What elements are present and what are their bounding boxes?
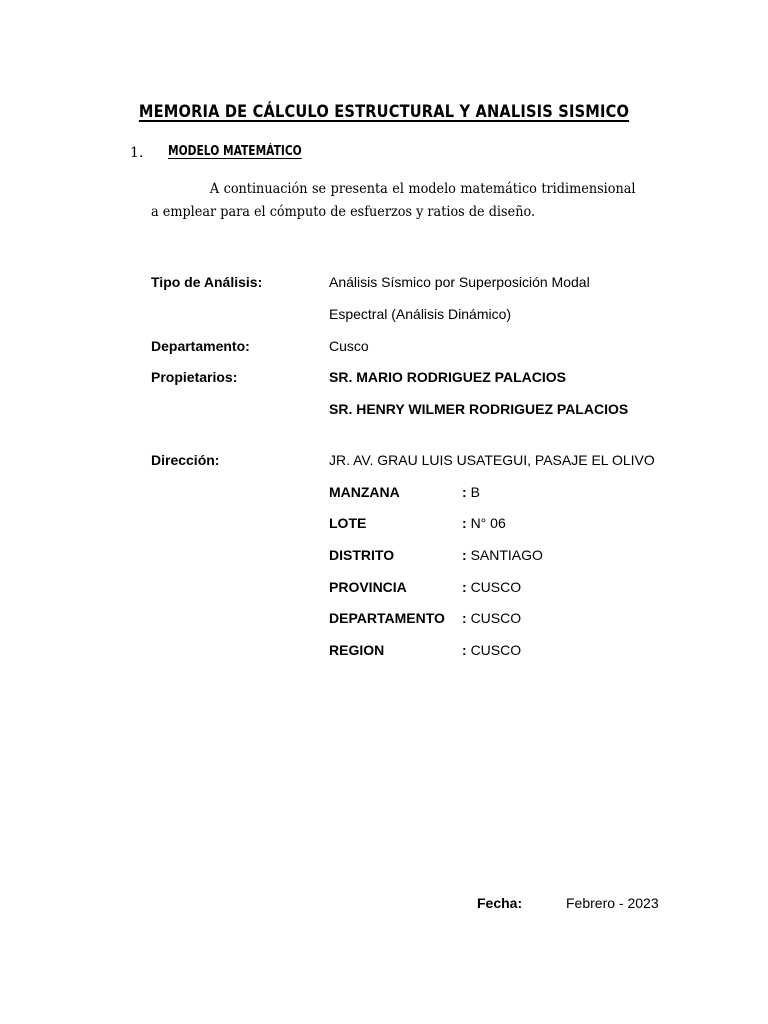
tipo-analisis-value-line2: Espectral (Análisis Dinámico) bbox=[329, 306, 512, 322]
lote-label: LOTE bbox=[329, 515, 367, 531]
section-number: 1. bbox=[130, 145, 144, 161]
document-title: MEMORIA DE CÁLCULO ESTRUCTURAL Y ANALISIS SISMICO bbox=[138, 102, 630, 122]
tipo-analisis-value-line1: Análisis Sísmico por Superposición Modal bbox=[329, 274, 590, 290]
departamento-label: Departamento: bbox=[151, 338, 250, 354]
manzana-label: MANZANA bbox=[329, 484, 400, 500]
lote-value: : N° 06 bbox=[462, 515, 506, 531]
fecha-value: Febrero - 2023 bbox=[566, 895, 659, 911]
departamento-detail-value: : CUSCO bbox=[462, 610, 522, 626]
provincia-value: : CUSCO bbox=[462, 579, 522, 595]
propietarios-label: Propietarios: bbox=[151, 369, 238, 385]
provincia-label: PROVINCIA bbox=[329, 579, 407, 595]
fecha-label: Fecha: bbox=[477, 895, 523, 911]
tipo-analisis-label: Tipo de Análisis: bbox=[151, 274, 263, 290]
manzana-value: : B bbox=[462, 484, 480, 500]
departamento-value: Cusco bbox=[329, 338, 369, 354]
direccion-label: Dirección: bbox=[151, 452, 220, 468]
departamento-detail-label: DEPARTAMENTO bbox=[329, 610, 445, 626]
propietario-1: SR. MARIO RODRIGUEZ PALACIOS bbox=[329, 369, 566, 385]
section-title: MODELO MATEMÁTICO bbox=[168, 144, 302, 159]
direccion-value: JR. AV. GRAU LUIS USATEGUI, PASAJE EL OLIVO bbox=[329, 452, 655, 468]
propietario-2: SR. HENRY WILMER RODRIGUEZ PALACIOS bbox=[329, 401, 629, 417]
region-value: : CUSCO bbox=[462, 642, 522, 658]
distrito-value: : SANTIAGO bbox=[462, 547, 543, 563]
region-label: REGION bbox=[329, 642, 385, 658]
distrito-label: DISTRITO bbox=[329, 547, 395, 563]
section-paragraph: A continuación se presenta el modelo matemático tridimensional a emplear para el cómputo de esfuerzos y ratios de diseño. bbox=[151, 181, 636, 220]
